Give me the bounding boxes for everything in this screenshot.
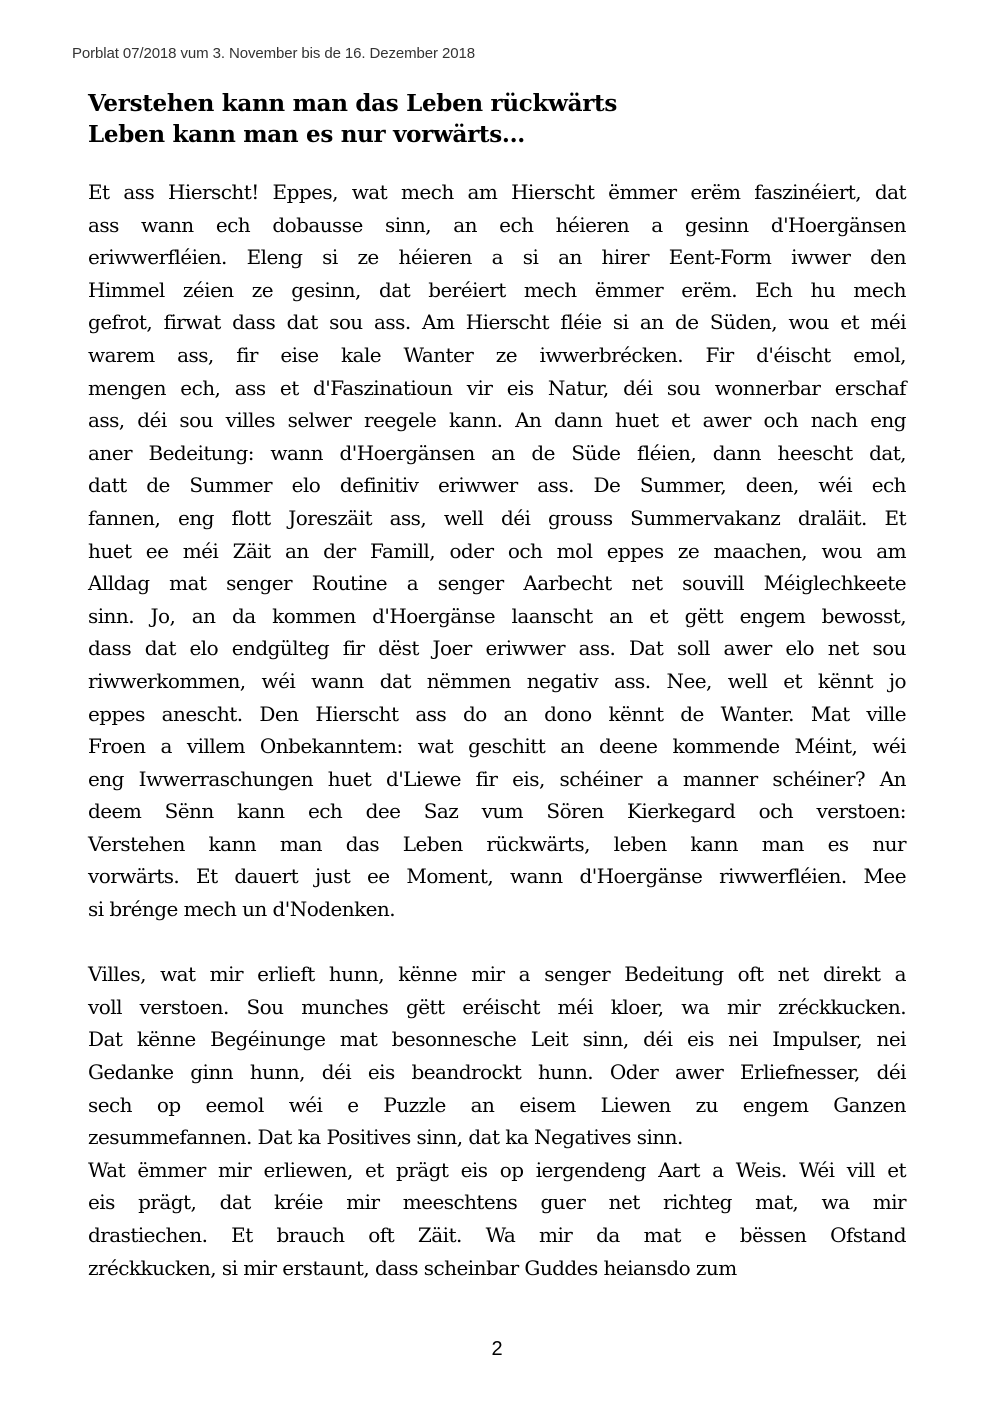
text-line: sinn. Jo, an da kommen d'Hoergänse laanscht an et gëtt engem bewosst, (88, 603, 906, 628)
paragraph-spacer (88, 926, 906, 959)
text-line: si brénge mech un d'Nodenken. (88, 897, 396, 922)
text-line: Alldag mat senger Routine a senger Aarbecht net souvill Méiglechkeete (88, 571, 906, 596)
text-line: Himmel zéien ze gesinn, dat beréiert mech ëmmer erëm. Ech hu mech (88, 277, 906, 302)
text-line: Verstehen kann man das Leben rückwärts, leben kann man es nur (88, 831, 906, 856)
text-line: Froen a villem Onbekanntem: wat geschitt an deene kommende Méint, wéi (88, 734, 906, 759)
text-line: eriwwerfléien. Eleng si ze héieren a si an hirer Eent-Form iwwer den (88, 245, 906, 270)
text-line: eis prägt, dat kréie mir meeschtens guer net richteg mat, wa mir (88, 1190, 906, 1215)
text-line: zréckkucken, si mir erstaunt, dass scheinbar Guddes heiansdo zum (88, 1255, 737, 1280)
text-line: deem Sënn kann ech dee Saz vum Sören Kierkegard och verstoen: (88, 799, 906, 824)
text-line: Dat kënne Begéinunge mat besonnesche Leit sinn, déi eis nei Impulser, nei (88, 1027, 906, 1052)
text-line: voll verstoen. Sou munches gëtt eréischt méi kloer, wa mir zréckkucken. (88, 994, 906, 1019)
text-line: fannen, eng flott Joreszäit ass, well déi grouss Summervakanz draläit. Et (88, 505, 906, 530)
text-line: aner Bedeitung: wann d'Hoergänsen an de Süde fléien, dann heescht dat, (88, 440, 906, 465)
article-body (88, 176, 906, 1284)
text-line: Wat ëmmer mir erliewen, et prägt eis op iergendeng Aart a Weis. Wéi vill et (88, 1157, 906, 1182)
text-line: Villes, wat mir erlieft hunn, kënne mir a senger Bedeitung oft net direkt a (88, 962, 906, 987)
paragraph-2 (88, 958, 906, 1154)
text-line: sech op eemol wéi e Puzzle an eisem Liewen zu engem Ganzen (88, 1092, 906, 1117)
text-line: gefrot, firwat dass dat sou ass. Am Hierscht fléie si an de Süden, wou et méi (88, 310, 906, 335)
text-line: zesummefannen. Dat ka Positives sinn, dat ka Negatives sinn. (88, 1125, 683, 1150)
text-line: ass, déi sou villes selwer reegele kann. An dann huet et awer och nach eng (88, 408, 906, 433)
text-line: mengen ech, ass et d'Faszinatioun vir eis Natur, déi sou wonnerbar erschaf (88, 375, 906, 400)
text-line: datt de Summer elo definitiv eriwwer ass. De Summer, deen, wéi ech (88, 473, 906, 498)
text-line: ass wann ech dobausse sinn, an ech héieren a gesinn d'Hoergänsen (88, 212, 906, 237)
page-number: 2 (491, 1338, 503, 1360)
title-line-2: Leben kann man es nur vorwärts... (88, 121, 526, 148)
text-line: warem ass, fir eise kale Wanter ze iwwerbrécken. Fir d'éischt emol, (88, 342, 906, 367)
paragraph-3 (88, 1154, 906, 1284)
text-line: vorwärts. Et dauert just ee Moment, wann d'Hoergänse riwwerfléien. Mee (88, 864, 906, 889)
article-title (88, 88, 617, 150)
text-line: drastiechen. Et brauch oft Zäit. Wa mir da mat e bëssen Ofstand (88, 1223, 906, 1247)
page-header: Porblat 07/2018 vum 3. November bis de 16. Dezember 2018 (72, 45, 475, 62)
text-line: dass dat elo endgülteg fir dëst Joer eriwwer ass. Dat soll awer elo net sou (88, 636, 906, 661)
text-line: Gedanke ginn hunn, déi eis beandrockt hunn. Oder awer Erliefnesser, déi (88, 1060, 906, 1085)
text-line: eng Iwwerraschungen huet d'Liewe fir eis, schéiner a manner schéiner? An (88, 766, 906, 791)
paragraph-1 (88, 176, 906, 926)
text-line: Et ass Hierscht! Eppes, wat mech am Hierscht ëmmer erëm faszinéiert, dat (88, 180, 906, 204)
text-line: riwwerkommen, wéi wann dat nëmmen negativ ass. Nee, well et kënnt jo (88, 668, 906, 693)
title-line-1: Verstehen kann man das Leben rückwärts (88, 90, 617, 117)
text-line: eppes anescht. Den Hierscht ass do an dono kënnt de Wanter. Mat ville (88, 701, 906, 726)
text-line: huet ee méi Zäit an der Famill, oder och mol eppes ze maachen, wou am (88, 538, 906, 563)
